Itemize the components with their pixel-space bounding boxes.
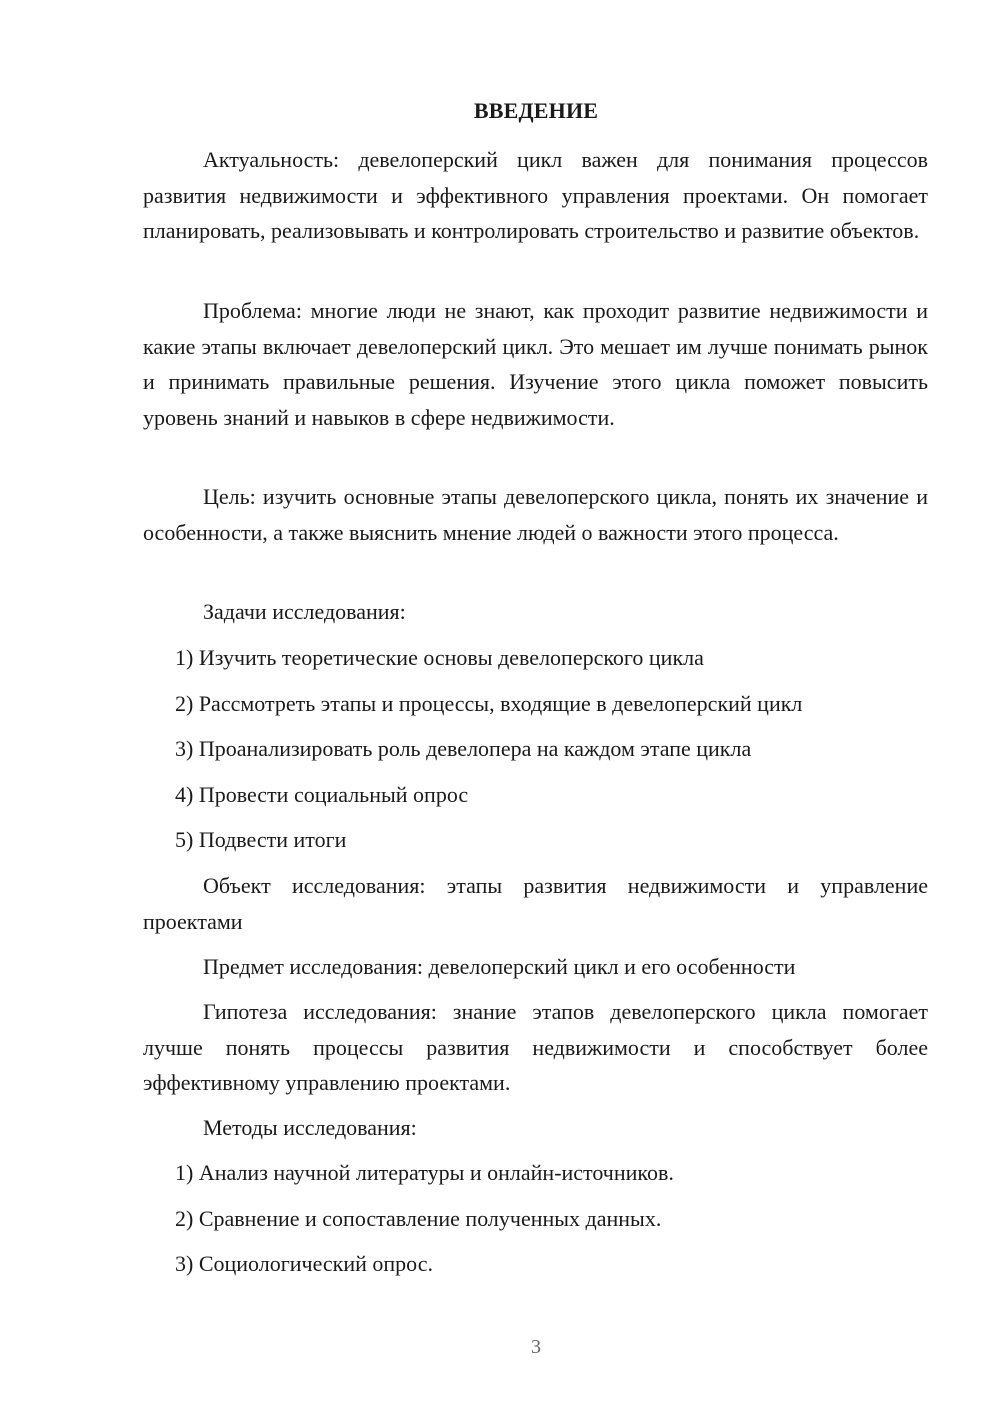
relevance-paragraph: Актуальность: девелоперский цикл важен для понимания процессов развития недвижимости и эффективного управления проектами. Он помогает планировать, реализовывать и контролировать строительство и развитие объектов. xyxy=(143,147,928,243)
goal-paragraph: Цель: изучить основные этапы девелоперского цикла, понять их значение и особенности, а также выяснить мнение людей о важности этого процесса. xyxy=(143,484,928,545)
task-item: 1) Изучить теоретические основы девелоперского цикла xyxy=(175,645,704,670)
task-item: 2) Рассмотреть этапы и процессы, входящие в девелоперский цикл xyxy=(175,691,803,716)
page-title: ВВЕДЕНИЕ xyxy=(473,98,599,123)
task-item: 5) Подвести итоги xyxy=(175,827,347,852)
method-item: 1) Анализ научной литературы и онлайн-источников. xyxy=(175,1160,674,1185)
task-item: 4) Провести социальный опрос xyxy=(175,782,469,807)
task-item: 3) Проанализировать роль девелопера на каждом этапе цикла xyxy=(175,736,752,761)
method-item: 2) Сравнение и сопоставление полученных данных. xyxy=(175,1206,662,1231)
tasks-heading: Задачи исследования: xyxy=(203,599,406,624)
problem-paragraph: Проблема: многие люди не знают, как проходит развитие недвижимости и какие этапы включает девелоперский цикл. Это мешает им лучше понимать рынок и принимать правильные решения. Изучение этого цикла поможет повысить уровень знаний и навыков в сфере недвижимости. xyxy=(143,298,928,430)
page-number: 3 xyxy=(531,1336,541,1358)
hypothesis-paragraph: Гипотеза исследования: знание этапов девелоперского цикла помогает лучше понять процессы развития недвижимости и способствует более эффективному управлению проектами. xyxy=(143,999,928,1095)
method-item: 3) Социологический опрос. xyxy=(175,1251,433,1276)
subject-paragraph: Предмет исследования: девелоперский цикл и его особенности xyxy=(203,954,796,979)
object-paragraph: Объект исследования: этапы развития недвижимости и управление проектами xyxy=(143,873,928,934)
methods-heading: Методы исследования: xyxy=(203,1115,417,1140)
